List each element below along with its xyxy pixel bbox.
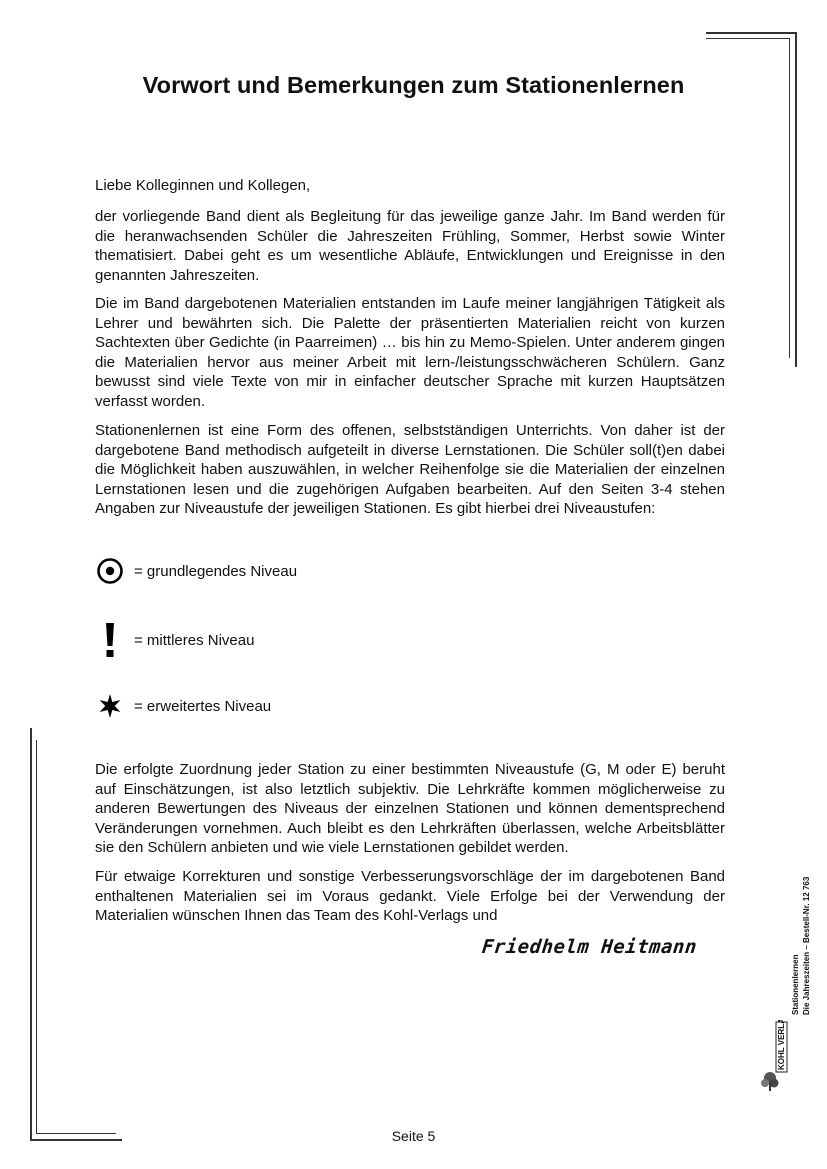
frame-top-line-inner xyxy=(706,38,790,39)
level-label: = erweitertes Niveau xyxy=(134,697,272,715)
side-imprint-line2: Die Jahreszeiten – Bestell-Nr. 12 763 xyxy=(802,876,811,1015)
level-advanced xyxy=(95,686,271,726)
frame-left-line xyxy=(30,728,32,1140)
salutation: Liebe Kolleginnen und Kollegen, xyxy=(95,177,311,194)
paragraph-assignment: Die erfolgte Zuordnung jeder Station zu einer bestimmten Niveaustufe (G, M oder E) beruht auf Einschätzungen, ist also letztlich subjektiv. Die Lehrkräfte kommen möglicherweise zu anderen Bewertungen des Niveaus der einzelnen Stationen und können dementsprechend Veränderungen vornehmen. Auch bleibt es den Lehrkräften überlassen, welche Arbeitsblätter sie den Schülern anbieten und wie viele Lernstationen gebildet werden. xyxy=(95,761,725,856)
paragraph-closing: Für etwaige Korrekturen und sonstige Verbesserungsvorschläge der im dargebotenen Band enthaltenen Materialien sei im Voraus gedankt. Viele Erfolge bei der Verwendung der Materialien wünschen Ihnen das Team des Kohl-Verlags und xyxy=(95,868,725,924)
publisher-logo-text: KOHL VERLAG xyxy=(777,1020,786,1070)
paragraph-intro: der vorliegende Band dient als Begleitung für das jeweilige ganze Jahr. Im Band werden für die heranwachsenden Schüler die Jahreszeiten Frühling, Sommer, Herbst sowie Winter thematisiert. Dabei geht es um wesentliche Abläufe, Entwicklungen und Ereignisse in den genannten Jahreszeiten. xyxy=(95,208,725,284)
paragraph-materials: Die im Band dargebotenen Materialien entstanden im Laufe meiner langjährigen Tätigkeit als Lehrer und bewährten sich. Die Palette der präsentierten Materialien reicht von kurzen Sachtexten über Gedichte (in Paarreimen) … bis hin zu Memo-Spielen. Unter anderem gingen die Materialien hervor aus meiner Arbeit mit lern-/leistungsschwächeren Schülern. Ganz bewusst sind viele Texte von mir in einfacher deutscher Sprache mit kurzen Hauptsätzen verfasst worden. xyxy=(95,295,725,410)
side-imprint-line1: Stationenlernen xyxy=(791,954,800,1015)
signature: Friedhelm Heitmann xyxy=(480,936,699,958)
side-imprint xyxy=(790,877,812,1015)
level-basic xyxy=(95,551,297,591)
frame-top-line xyxy=(706,32,796,34)
star-icon xyxy=(95,691,125,721)
publisher-logo xyxy=(760,1020,788,1097)
circled-dot-icon xyxy=(95,556,125,586)
frame-left-line-inner xyxy=(36,740,37,1134)
exclamation-icon xyxy=(95,625,125,655)
page-title: Vorwort und Bemerkungen zum Stationenlernen xyxy=(142,72,685,98)
level-label: = mittleres Niveau xyxy=(134,631,255,649)
paragraph-stationenlernen: Stationenlernen ist eine Form des offenen, selbstständigen Unterrichts. Von daher ist der dargebotene Band methodisch aufgeteilt in diverse Lernstationen. Die Schüler soll(t)en dabei die Möglichkeit haben auszuwählen, in welcher Reihenfolge sie die Materialien der einzelnen Lernstationen lesen und die zugehörigen Aufgaben bearbeiten. Auf den Seiten 3-4 stehen Angaben zur Niveaustufe der jeweiligen Stationen. Es gibt hierbei drei Niveaustufen: xyxy=(95,422,725,517)
page-number: Seite 5 xyxy=(391,1128,436,1144)
level-medium xyxy=(95,620,254,660)
level-label: = grundlegendes Niveau xyxy=(134,562,298,580)
